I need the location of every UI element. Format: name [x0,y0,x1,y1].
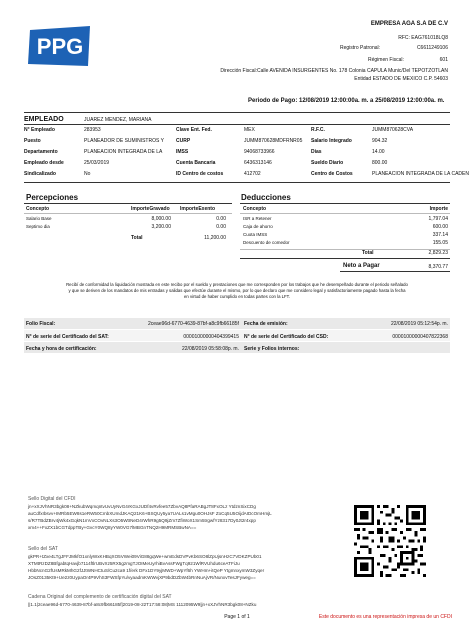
emision-value: 22/08/2019 05:12:54p. m. [391,321,448,327]
divider [240,203,450,204]
divider [24,203,232,204]
field-label: Empleado desde [24,160,64,166]
sat-stamp-line: XTMtRzDZ8BfgabtqHavjb7114ftlrUBvXz5RX5gzmgTJOIMeUyrhiBvAssFWgTq921WlRVUhdu6ceATFiJu [28,561,240,566]
cfdi-stamp-label: Sello Digital del CFDI [28,496,76,502]
perception-gravado: 3,200.00 [151,224,171,230]
field-label: Sueldo Diario [311,160,344,166]
net-pay-label: Neto a Pagar [343,263,380,269]
folio-label: Folio Fiscal: [26,321,56,327]
employee-name: JUAREZ MENDEZ, MARIANA [84,117,152,123]
divider [240,249,450,250]
field-label: Departamento [24,149,58,155]
cfdi-stamp-line: s/R7TBdZBrv4jWk4xGqkN1mVxCOvNLXs3O5WtINeD4rWhR9g5Q9jZm7ZfiWoX1Sm5trgwfYz8317Dy0Jt2r4xpp [28,518,256,523]
cfdi-stamp-line: auCdfxIbsvv+IMRb5EW8s1eRW50CmbXUmdJKAQ21K6+BSQUy5ya7UALs1vMgu0OHJsF ZoCq5U5OijdAIDcOmHmjL [28,511,272,516]
ppg-logo [28,26,92,66]
company-address: Dirección Fiscal:Calle AVENIDA INSURGENTES No. 178 Colonia CAPULA Munic/Del TEPOTZOTLAN [220,68,448,74]
sat-stamp-label: Sello del SAT [28,546,58,552]
cert-csd-label: N° de serie del Certificado del CSD: [244,334,329,340]
disclaimer-line: en virtud de haber cumplido en todas partes con la LFT. [183,294,291,299]
deduction-value: 155.05 [432,240,448,246]
perceptions-total-value: 11,200.00 [204,235,226,241]
field-value: 283953 [84,127,101,133]
perceptions-total-label: Total [131,235,143,241]
field-value: 94068733966 [244,149,275,155]
field-label: Dias [311,149,322,155]
field-label: Salario Integrado [311,138,352,144]
divider [240,258,450,259]
field-value: 6436313146 [244,160,272,166]
logo-text: PPG [36,34,84,59]
deduction-concept: Descuento de comedor [243,240,290,245]
deduction-concept: Caja de ahorro [243,224,273,229]
divider [24,213,232,214]
field-label: N° Empleado [24,127,55,133]
deductions-header-concept: Concepto [243,206,267,212]
cert-date-label: Fecha y hora de certificación: [26,346,97,352]
cert-date-value: 22/08/2019 05:58:08p. m. [182,346,239,352]
perception-concept: Salario Base [26,216,52,221]
cert-csd-value: 00001000000407822368 [392,334,448,340]
field-label: R.F.C. [311,127,325,133]
company-name: EMPRESA AGA S.A DE C.V [370,21,448,27]
field-label: Cuenta Bancaria [176,160,216,166]
field-value: 14.00 [372,149,385,155]
field-value: PLANEACION INTEGRADA DE LA [84,149,163,155]
chain-label: Cadena Original del complemento de certificación digital del SAT [28,594,172,600]
page-number: Page 1 of 1 [224,614,250,620]
field-label: Centro de Costos [311,171,353,177]
perception-exento: 0.00 [216,224,226,230]
deductions-total-label: Total [362,250,374,256]
field-value: PLANEACION INTEGRADA DE LA CADEN [372,171,469,177]
field-label: Clave Ent. Fed. [176,127,212,133]
cfdi-stamp-line: jn+xXJVhNR3bgk08+NZkubWqmqntvUvUyNvG4rKGxJUDf4vRvfee57ZbvAQ8PfaRABgJT8FxOLz YtdznSixCDg [28,504,256,509]
cfdi-notice: Este documento es una representación impresa de un CFDI [318,614,452,620]
perceptions-header-exento: ImporteExento [180,206,216,212]
perception-gravado: 8,000.00 [151,216,171,222]
registro-value: C6611249106 [416,45,448,51]
sat-stamp-line: JOsZ0135Kt9+Ue2z0UypaOr4P9VhS3FWSfpYu/vyaadmKWWvjXP9bdDZbW4bRnNuAjVR/NunxvTesJFyweg== [28,575,256,580]
divider [24,112,450,113]
pay-period: Periodo de Pago: 12/08/2019 12:00:00a. m. a 25/08/2019 12:00:00a. m. [248,98,445,104]
field-label: Sindicalizado [24,171,56,177]
cert-sat-value: 00001000000404399415 [183,334,239,340]
deduction-concept: Cuota IMSS [243,232,268,237]
divider [340,271,450,272]
field-value: 800.00 [372,160,388,166]
field-value: 25/03/2019 [84,160,110,166]
serie-label: Serie y Folios internos: [244,346,300,352]
disclaimer-line: y que se deriven de los mandatos de mis entradas y salidas que efectúe durante el mismo, por lo que declaro que me considero legal y satisfactoriamente pagado hasta la fecha [68,288,406,293]
field-label: ID Centro de costos [176,171,224,177]
divider [24,124,450,125]
field-value: MEX [244,127,255,133]
deduction-value: 337.14 [432,232,448,238]
field-value: 412702 [244,171,261,177]
emision-label: Fecha de emisión: [244,321,288,327]
divider [24,182,450,183]
qr-code [354,505,426,577]
perceptions-title: Percepciones [26,193,79,202]
sat-stamp-line: HbbNcnG2fUsMRkMhG2fJJtWNHCtuS/Cu2ca9 1f/erk DFx1DY9yjMWD+WpYf6h YWHm+itQeP YtgmnxymW3Zyqer [28,568,265,573]
perception-concept: Septimo dia [26,224,50,229]
field-value: No [84,171,91,177]
field-label: Puesto [24,138,41,144]
cfdi-stamp-line: xm4++FxZX1bCGTdppTBy+GvcY0WQ8yYW0VG7lMBGnTNQ2H9MRMSBwNA== [28,525,197,530]
deductions-title: Deducciones [241,193,291,202]
company-rfc: RFC: EAG761018LQ8 [398,35,448,41]
chain-line: ||1.1|2ceae96d-6770-4639-87bf-a8c9fb66185f|2019-08-22T17:58:08|MS 1112095W9|jn+xXJVhNR3bgk08+NZku [28,602,257,607]
field-value: 904.32 [372,138,388,144]
field-label: CURP [176,138,191,144]
regimen-label: Régimen Fiscal: [368,57,404,63]
regimen-value: 601 [439,57,448,63]
perception-exento: 0.00 [216,216,226,222]
disclaimer-line: Recibí de conformidad la liquidación mostrada en este recibo por el sueldo y prestaciones que me corresponden por los trabajos que he desempeñado durante el periodo señalado [66,282,408,287]
deductions-total-value: 2,829.23 [428,250,448,256]
folio-value: 2ceae96d-6770-4639-87bf-a8c9fb66185f [148,321,239,327]
field-label: IMSS [176,149,189,155]
field-value: JUMM870628CVA [372,127,414,133]
deductions-header-importe: Importe [429,206,448,212]
perceptions-header-concept: Concepto [26,206,50,212]
deduction-concept: ISR a Retener [243,216,272,221]
deduction-value: 1,797.04 [428,216,448,222]
field-value: PLANEADOR DE SUMINISTROS Y [84,138,164,144]
cert-sat-label: N° de serie del Certificado del SAT: [26,334,109,340]
company-entity: Entidad ESTADO DE MEXICO C.P. 54603 [354,76,448,82]
sat-stamp-line: gkPR+tZxe4LTgJFFJMkfO1xnlyWxKHBqXO5VWei09ViG88gqWe+wmEdsDVPvKb6SO8lZpUjsnHzC7VDKZPUb01 [28,554,262,559]
perceptions-header-gravado: ImporteGravado [131,206,170,212]
employee-section-label: EMPLEADO [24,116,64,123]
net-pay-value: 8,370.77 [428,264,448,270]
field-value: JUMM870628MDFRNR05 [244,138,303,144]
registro-label: Registro Patronal: [340,45,381,51]
deduction-value: 600.00 [432,224,448,230]
divider [240,213,450,214]
